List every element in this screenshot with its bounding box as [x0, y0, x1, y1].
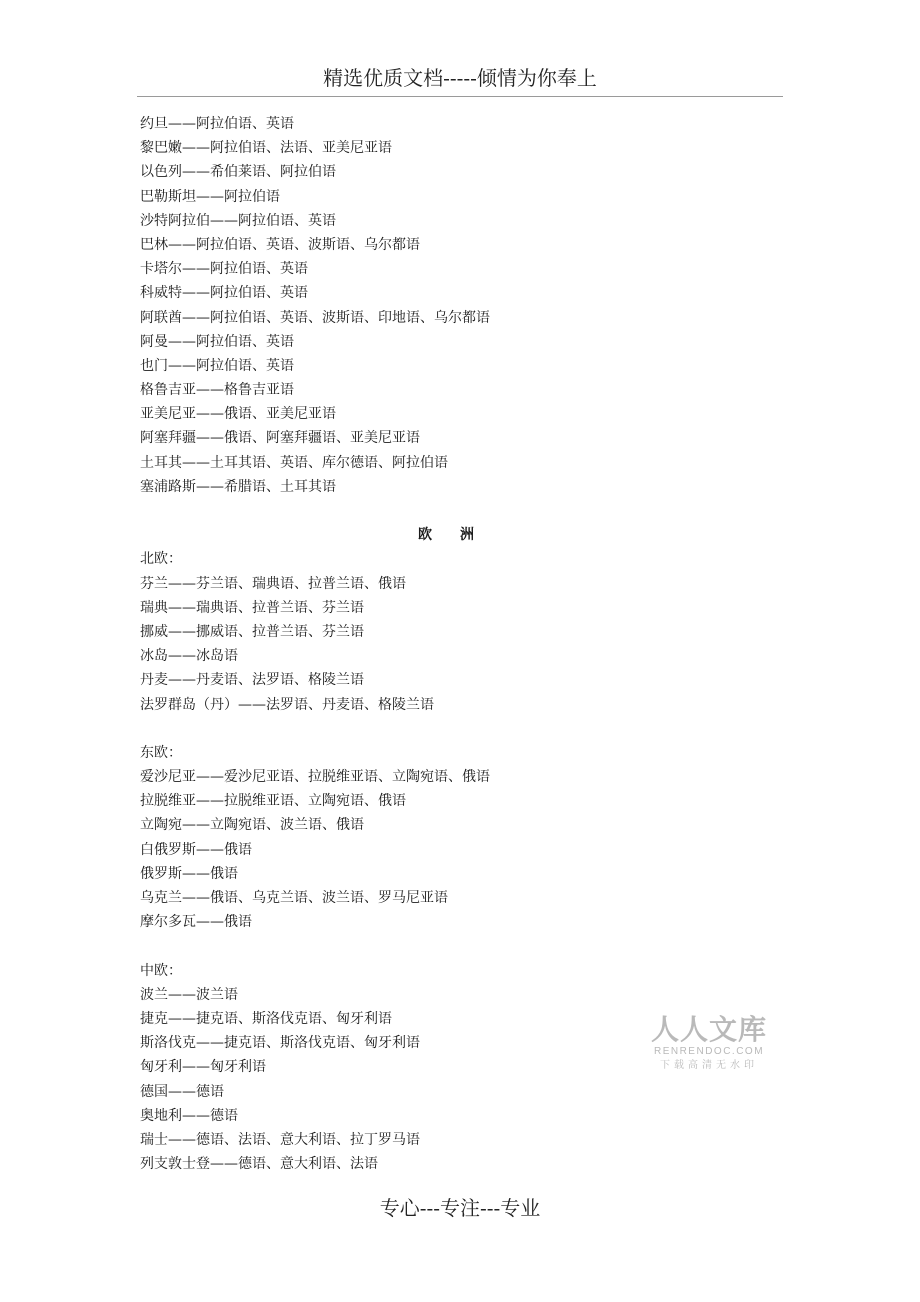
list-item: 奥地利——德语	[140, 1107, 238, 1124]
watermark-tagline: 下载高清无水印	[660, 1060, 758, 1071]
list-item: 波兰——波兰语	[140, 986, 238, 1003]
list-item: 匈牙利——匈牙利语	[140, 1059, 266, 1076]
list-item: 法罗群岛（丹）——法罗语、丹麦语、格陵兰语	[140, 696, 434, 713]
page-footer: 专心---专注---专业	[379, 1196, 541, 1220]
east-europe-list	[140, 765, 740, 934]
spacer	[140, 499, 740, 523]
list-item: 阿联酋——阿拉伯语、英语、波斯语、印地语、乌尔都语	[140, 309, 490, 326]
list-item: 亚美尼亚——俄语、亚美尼亚语	[140, 406, 336, 423]
list-item: 瑞典——瑞典语、拉普兰语、芬兰语	[140, 599, 364, 616]
list-item: 挪威——挪威语、拉普兰语、芬兰语	[140, 623, 364, 640]
list-item: 卡塔尔——阿拉伯语、英语	[140, 261, 308, 278]
list-item: 拉脱维亚——拉脱维亚语、立陶宛语、俄语	[140, 793, 406, 810]
list-item: 摩尔多瓦——俄语	[140, 914, 252, 931]
list-item: 科威特——阿拉伯语、英语	[140, 285, 308, 302]
north-europe-list	[140, 572, 740, 717]
list-item: 捷克——捷克语、斯洛伐克语、匈牙利语	[140, 1010, 392, 1027]
list-item: 约旦——阿拉伯语、英语	[140, 116, 294, 132]
list-item: 土耳其——土耳其语、英语、库尔德语、阿拉伯语	[140, 454, 448, 471]
list-item: 也门——阿拉伯语、英语	[140, 357, 294, 374]
list-item: 立陶宛——立陶宛语、波兰语、俄语	[140, 817, 364, 834]
spacer	[140, 717, 740, 741]
list-item: 列支敦士登——德语、意大利语、法语	[140, 1156, 378, 1173]
region-heading-east: 东欧：	[140, 744, 182, 761]
list-item: 阿曼——阿拉伯语、英语	[140, 333, 294, 350]
list-item: 斯洛伐克——捷克语、斯洛伐克语、匈牙利语	[140, 1035, 420, 1052]
list-item: 塞浦路斯——希腊语、土耳其语	[140, 478, 336, 495]
list-item: 以色列——希伯莱语、阿拉伯语	[140, 164, 336, 181]
region-heading-north: 北欧：	[140, 551, 182, 568]
spacer	[140, 934, 740, 958]
list-item: 沙特阿拉伯——阿拉伯语、英语	[140, 212, 336, 229]
watermark-title: 人人文库	[650, 1014, 767, 1045]
list-item: 巴勒斯坦——阿拉伯语	[140, 188, 280, 205]
list-item: 爱沙尼亚——爱沙尼亚语、拉脱维亚语、立陶宛语、俄语	[140, 769, 490, 786]
watermark-logo	[646, 1014, 772, 1074]
list-item: 巴林——阿拉伯语、英语、波斯语、乌尔都语	[140, 236, 420, 253]
list-item: 阿塞拜疆——俄语、阿塞拜疆语、亚美尼亚语	[140, 430, 420, 447]
list-item: 乌克兰——俄语、乌克兰语、波兰语、罗马尼亚语	[140, 890, 448, 906]
list-item: 瑞士——德语、法语、意大利语、拉丁罗马语	[140, 1131, 420, 1148]
list-item: 格鲁吉亚——格鲁吉亚语	[140, 382, 294, 399]
list-item: 德国——德语	[140, 1083, 224, 1100]
central-europe-list	[140, 983, 740, 1177]
list-item: 俄罗斯——俄语	[140, 865, 238, 882]
asia-country-list	[140, 112, 740, 499]
list-item: 芬兰——芬兰语、瑞典语、拉普兰语、俄语	[140, 575, 406, 592]
watermark-url: RENRENDOC.COM	[653, 1046, 765, 1057]
section-title-europe: 欧洲	[418, 527, 502, 544]
list-item: 白俄罗斯——俄语	[140, 841, 252, 858]
list-item: 黎巴嫩——阿拉伯语、法语、亚美尼亚语	[140, 140, 392, 157]
list-item: 冰岛——冰岛语	[140, 648, 238, 665]
list-item: 丹麦——丹麦语、法罗语、格陵兰语	[140, 672, 364, 689]
page-header: 精选优质文档-----倾情为你奉上	[137, 64, 783, 97]
region-heading-central: 中欧：	[140, 962, 182, 979]
